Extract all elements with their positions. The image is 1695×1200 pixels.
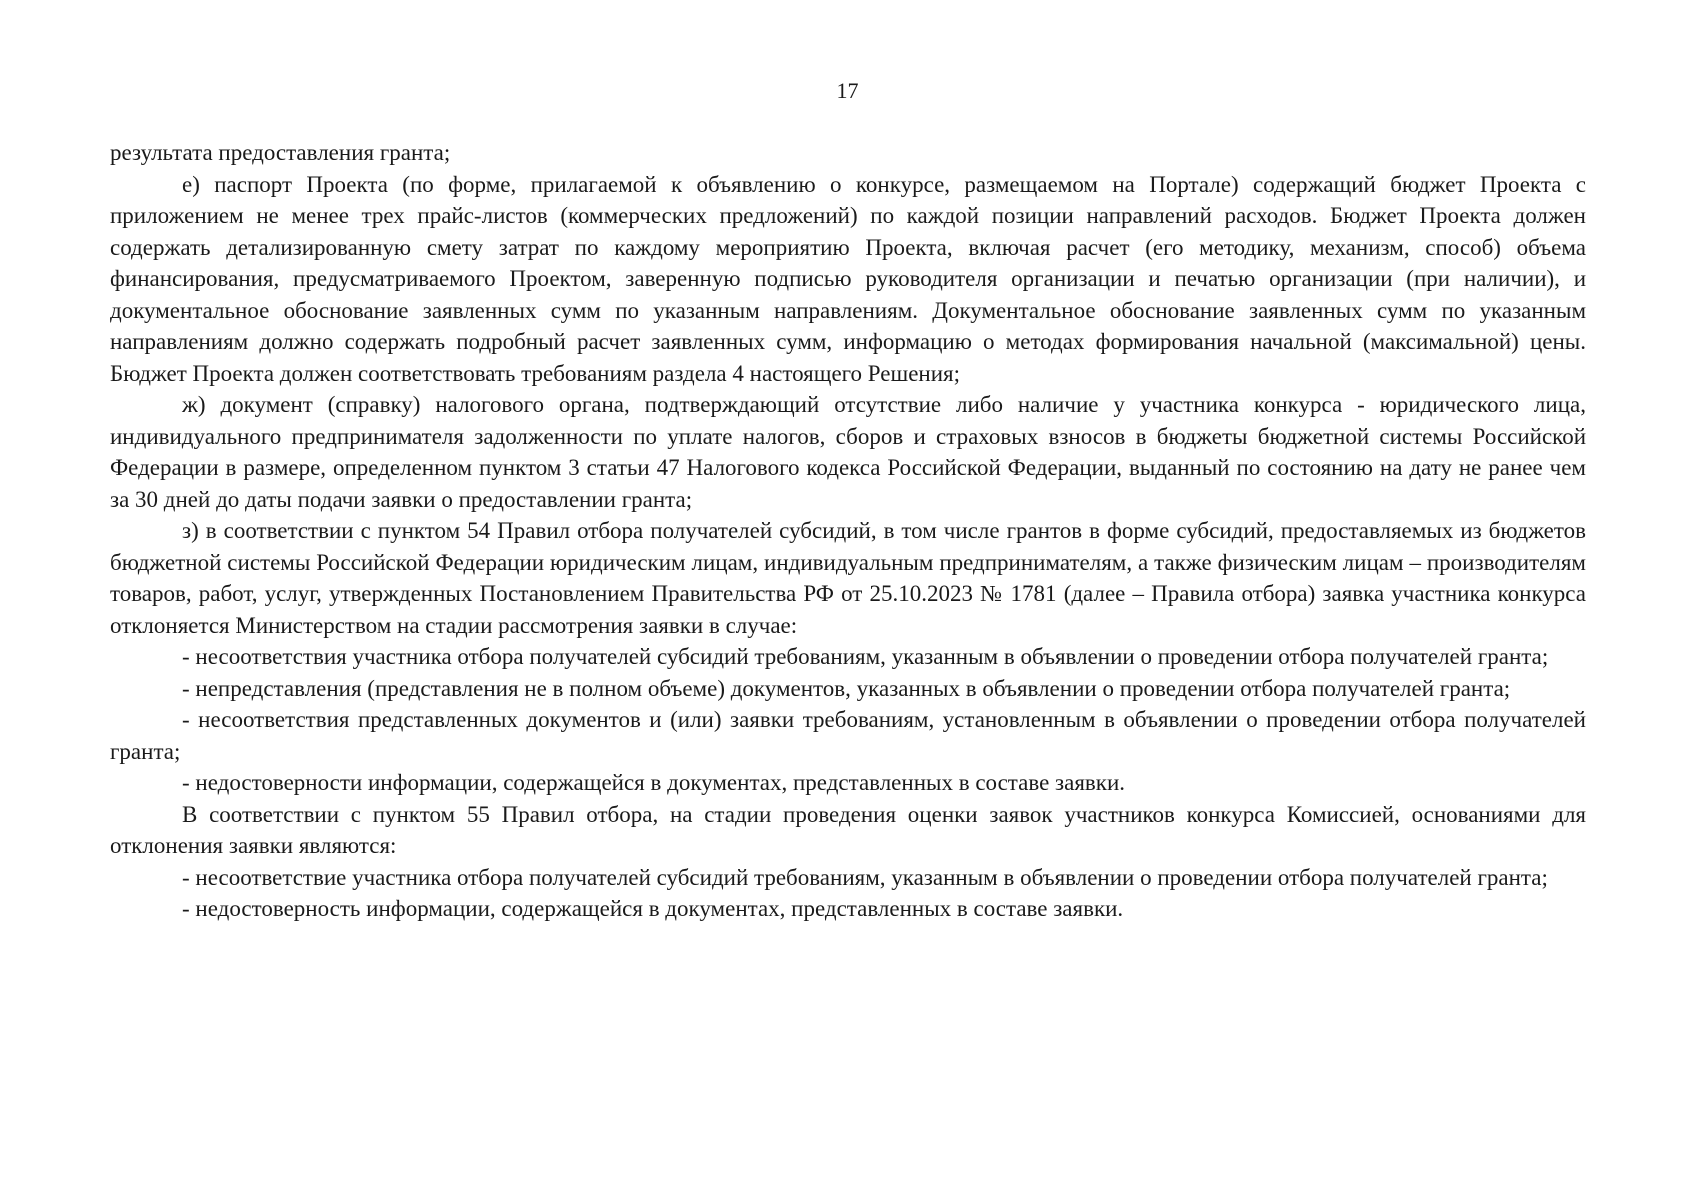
list-item-commission-reason: - недостоверность информации, содержащейся в документах, представленных в составе заявки. <box>182 896 1124 921</box>
page-number: 17 <box>836 78 859 103</box>
paragraph-commission-grounds: В соответствии с пунктом 55 Правил отбора, на стадии проведения оценки заявок участников конкурса Комиссией, основаниями для отклонения заявки являются: <box>110 801 1586 858</box>
list-item-rejection-reason: - несоответствия представленных документов и (или) заявки требованиям, установленным в объявлении о проведении отбора получателей гранта; <box>110 707 1586 764</box>
document-body <box>110 137 1586 925</box>
list-item-rejection-reason: - несоответствия участника отбора получателей субсидий требованиям, указанным в объявлении о проведении отбора получателей гранта; <box>182 644 1549 669</box>
paragraph-continuation: результата предоставления гранта; <box>110 140 451 165</box>
list-item-rejection-reason: - недостоверности информации, содержащейся в документах, представленных в составе заявки. <box>182 770 1125 795</box>
paragraph-item-zh: ж) документ (справку) налогового органа, подтверждающий отсутствие либо наличие у участника конкурса - юридического лица, индивидуального предпринимателя задолженности по уплате налогов, сборов и страховых взносов в бюджеты бюджетной системы Российской Федерации в размере, определенном пунктом 3 статьи 47 Налогового кодекса Российской Федерации, выданный по состоянию на дату не ранее чем за 30 дней до даты подачи заявки о предоставлении гранта; <box>110 392 1586 512</box>
list-item-commission-reason: - несоответствие участника отбора получателей субсидий требованиям, указанным в объявлении о проведении отбора получателей гранта; <box>182 864 1548 890</box>
paragraph-item-z: з) в соответствии с пунктом 54 Правил отбора получателей субсидий, в том числе грантов в форме субсидий, предоставляемых из бюджетов бюджетной системы Российской Федерации юридическим лицам, индивидуальным предпринимателям, а также физическим лицам – производителям товаров, работ, услуг, утвержденных Постановлением Правительства РФ от 25.10.2023 № 1781 (далее – Правила отбора) заявка участника конкурса отклоняется Министерством на стадии рассмотрения заявки в случае: <box>110 518 1586 638</box>
paragraph-item-e: е) паспорт Проекта (по форме, прилагаемой к объявлению о конкурсе, размещаемом на Портале) содержащий бюджет Проекта с приложением не менее трех прайс-листов (коммерческих предложений) по каждой позиции направлений расходов. Бюджет Проекта должен содержать детализированную смету затрат по каждому мероприятию Проекта, включая расчет (его методику, механизм, способ) объема финансирования, предусматриваемого Проектом, заверенную подписью руководителя организации и печатью организации (при наличии), и документальное обоснование заявленных сумм по указанным направлениям. Документальное обоснование заявленных сумм по указанным направлениям должно содержать подробный расчет заявленных сумм, информацию о методах формирования начальной (максимальной) цены. Бюджет Проекта должен соответствовать требованиям раздела 4 настоящего Решения; <box>110 171 1586 386</box>
list-item-rejection-reason: - непредставления (представления не в полном объеме) документов, указанных в объявлении о проведении отбора получателей гранта; <box>182 675 1511 701</box>
